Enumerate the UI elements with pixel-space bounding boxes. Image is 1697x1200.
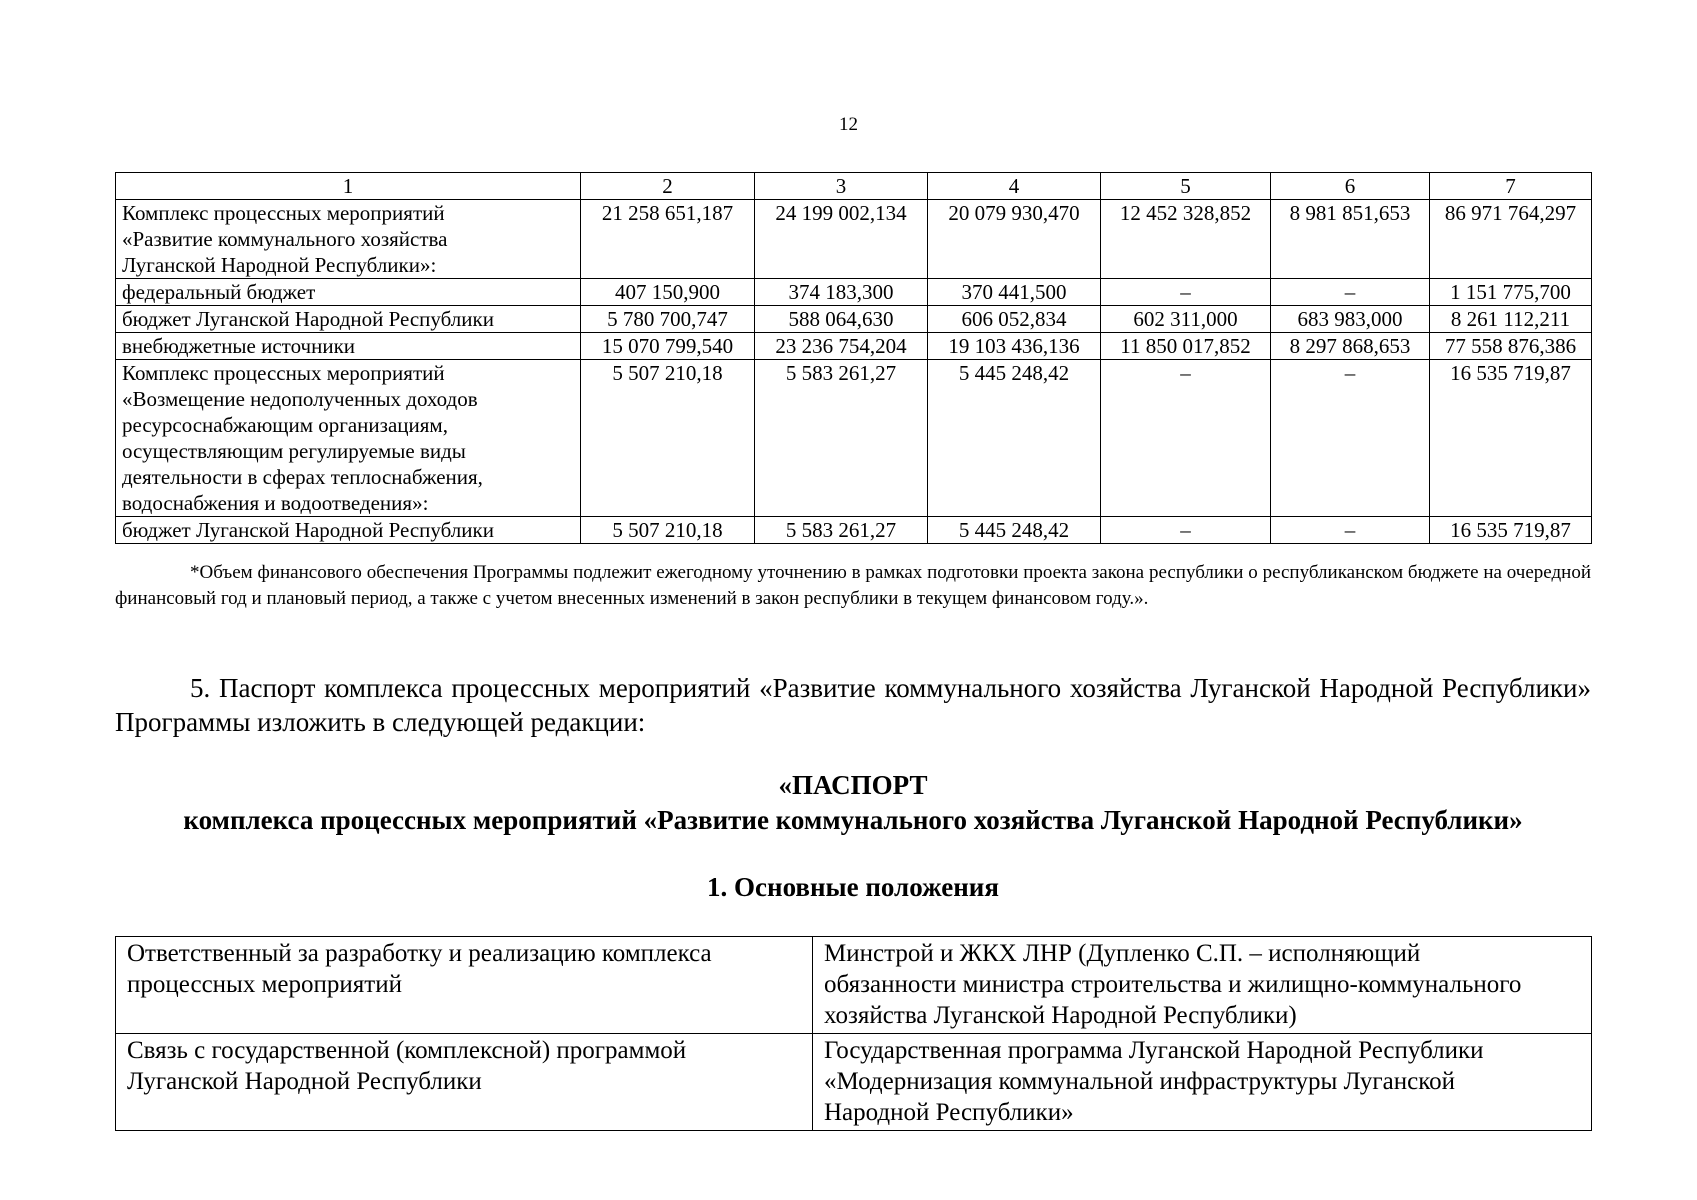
table-row: [116, 333, 1592, 360]
table-row: [116, 279, 1592, 306]
column-number-cell: 4: [928, 173, 1101, 200]
column-number-cell: 1: [116, 173, 581, 200]
row-label-line: внебюджетные источники: [122, 334, 356, 358]
passport-field-value: [813, 937, 1592, 1034]
column-number-cell: 7: [1430, 173, 1592, 200]
row-label-cell: [116, 200, 581, 279]
value-cell: 5 445 248,42: [928, 360, 1101, 517]
table-row: [116, 360, 1592, 517]
value-cell: –: [1271, 360, 1430, 517]
row-label-cell: [116, 360, 581, 517]
row-label-cell: [116, 279, 581, 306]
value-cell: 5 445 248,42: [928, 517, 1101, 544]
value-cell: 16 535 719,87: [1430, 360, 1592, 517]
column-number-cell: 6: [1271, 173, 1430, 200]
value-cell: –: [1101, 517, 1271, 544]
row-label-cell: [116, 306, 581, 333]
value-cell: 5 780 700,747: [581, 306, 755, 333]
value-cell: 5 583 261,27: [755, 360, 928, 517]
value-cell: 8 981 851,653: [1271, 200, 1430, 279]
paragraph-5: 5. Паспорт комплекса процессных мероприятий «Развитие коммунального хозяйства Луганской Народной Республики» Программы изложить в следующей редакции:: [115, 673, 1591, 737]
row-label-line: осуществляющим регулируемые виды: [122, 439, 466, 463]
value-cell: 16 535 719,87: [1430, 517, 1592, 544]
row-label-line: «Развитие коммунального хозяйства: [122, 227, 448, 251]
row-label-line: Комплекс процессных мероприятий: [122, 201, 445, 225]
section-title: 1. Основные положения: [707, 872, 999, 902]
column-number-row: [116, 173, 1592, 200]
value-cell: 77 558 876,386: [1430, 333, 1592, 360]
passport-label-line: Луганской Народной Республики: [127, 1068, 482, 1095]
passport-value-line: Государственная программа Луганской Народной Республики: [824, 1037, 1484, 1064]
value-cell: 12 452 328,852: [1101, 200, 1271, 279]
value-cell: 8 297 868,653: [1271, 333, 1430, 360]
passport-table: [115, 936, 1592, 1131]
finance-table: [115, 172, 1592, 544]
value-cell: 11 850 017,852: [1101, 333, 1271, 360]
value-cell: 374 183,300: [755, 279, 928, 306]
value-cell: 23 236 754,204: [755, 333, 928, 360]
passport-label-line: Ответственный за разработку и реализацию комплекса: [127, 940, 712, 967]
passport-value-line: Минстрой и ЖКХ ЛНР (Дупленко С.П. – исполняющий: [824, 940, 1421, 967]
passport-row: [116, 1034, 1592, 1131]
value-cell: 407 150,900: [581, 279, 755, 306]
row-label-line: ресурсоснабжающим организациям,: [122, 413, 448, 437]
table-row: [116, 200, 1592, 279]
column-number-cell: 2: [581, 173, 755, 200]
passport-value-line: обязанности министра строительства и жилищно-коммунального: [824, 971, 1522, 998]
table-row: [116, 306, 1592, 333]
value-cell: 8 261 112,211: [1430, 306, 1592, 333]
row-label-line: Луганской Народной Республики»:: [122, 253, 437, 277]
value-cell: 683 983,000: [1271, 306, 1430, 333]
row-label-cell: [116, 333, 581, 360]
passport-title: «ПАСПОРТ: [778, 770, 928, 800]
value-cell: 86 971 764,297: [1430, 200, 1592, 279]
value-cell: 370 441,500: [928, 279, 1101, 306]
passport-field-value: [813, 1034, 1592, 1131]
row-label-line: «Возмещение недополученных доходов: [122, 387, 478, 411]
table-row: [116, 517, 1592, 544]
value-cell: 19 103 436,136: [928, 333, 1101, 360]
row-label-cell: [116, 517, 581, 544]
value-cell: 24 199 002,134: [755, 200, 928, 279]
value-cell: 602 311,000: [1101, 306, 1271, 333]
column-number-cell: 5: [1101, 173, 1271, 200]
passport-row: [116, 937, 1592, 1034]
value-cell: 20 079 930,470: [928, 200, 1101, 279]
value-cell: –: [1271, 517, 1430, 544]
value-cell: 5 507 210,18: [581, 360, 755, 517]
row-label-line: бюджет Луганской Народной Республики: [122, 518, 494, 542]
value-cell: 588 064,630: [755, 306, 928, 333]
row-label-line: водоснабжения и водоотведения»:: [122, 491, 429, 515]
passport-value-line: хозяйства Луганской Народной Республики): [824, 1002, 1297, 1029]
passport-value-line: Народной Республики»: [824, 1099, 1074, 1126]
value-cell: 1 151 775,700: [1430, 279, 1592, 306]
row-label-line: деятельности в сферах теплоснабжения,: [122, 465, 483, 489]
value-cell: –: [1101, 360, 1271, 517]
row-label-line: бюджет Луганской Народной Республики: [122, 307, 494, 331]
value-cell: –: [1271, 279, 1430, 306]
passport-label-line: процессных мероприятий: [127, 971, 402, 998]
value-cell: 15 070 799,540: [581, 333, 755, 360]
passport-field-label: [116, 1034, 813, 1131]
row-label-line: федеральный бюджет: [122, 280, 316, 304]
footnote: *Объем финансового обеспечения Программы подлежит ежегодному уточнению в рамках подготовки проекта закона республики о республиканском бюджете на очередной финансовый год и плановый период, а также с учетом внесенных изменений в закон республики в текущем финансовом году.».: [115, 562, 1591, 609]
passport-value-line: «Модернизация коммунальной инфраструктуры Луганской: [824, 1068, 1455, 1095]
value-cell: –: [1101, 279, 1271, 306]
passport-field-label: [116, 937, 813, 1034]
passport-subtitle: комплекса процессных мероприятий «Развитие коммунального хозяйства Луганской Народной Республики»: [183, 805, 1523, 835]
value-cell: 606 052,834: [928, 306, 1101, 333]
row-label-line: Комплекс процессных мероприятий: [122, 361, 445, 385]
page-number: 12: [839, 114, 858, 135]
value-cell: 5 583 261,27: [755, 517, 928, 544]
value-cell: 21 258 651,187: [581, 200, 755, 279]
column-number-cell: 3: [755, 173, 928, 200]
value-cell: 5 507 210,18: [581, 517, 755, 544]
passport-label-line: Связь с государственной (комплексной) программой: [127, 1037, 687, 1064]
